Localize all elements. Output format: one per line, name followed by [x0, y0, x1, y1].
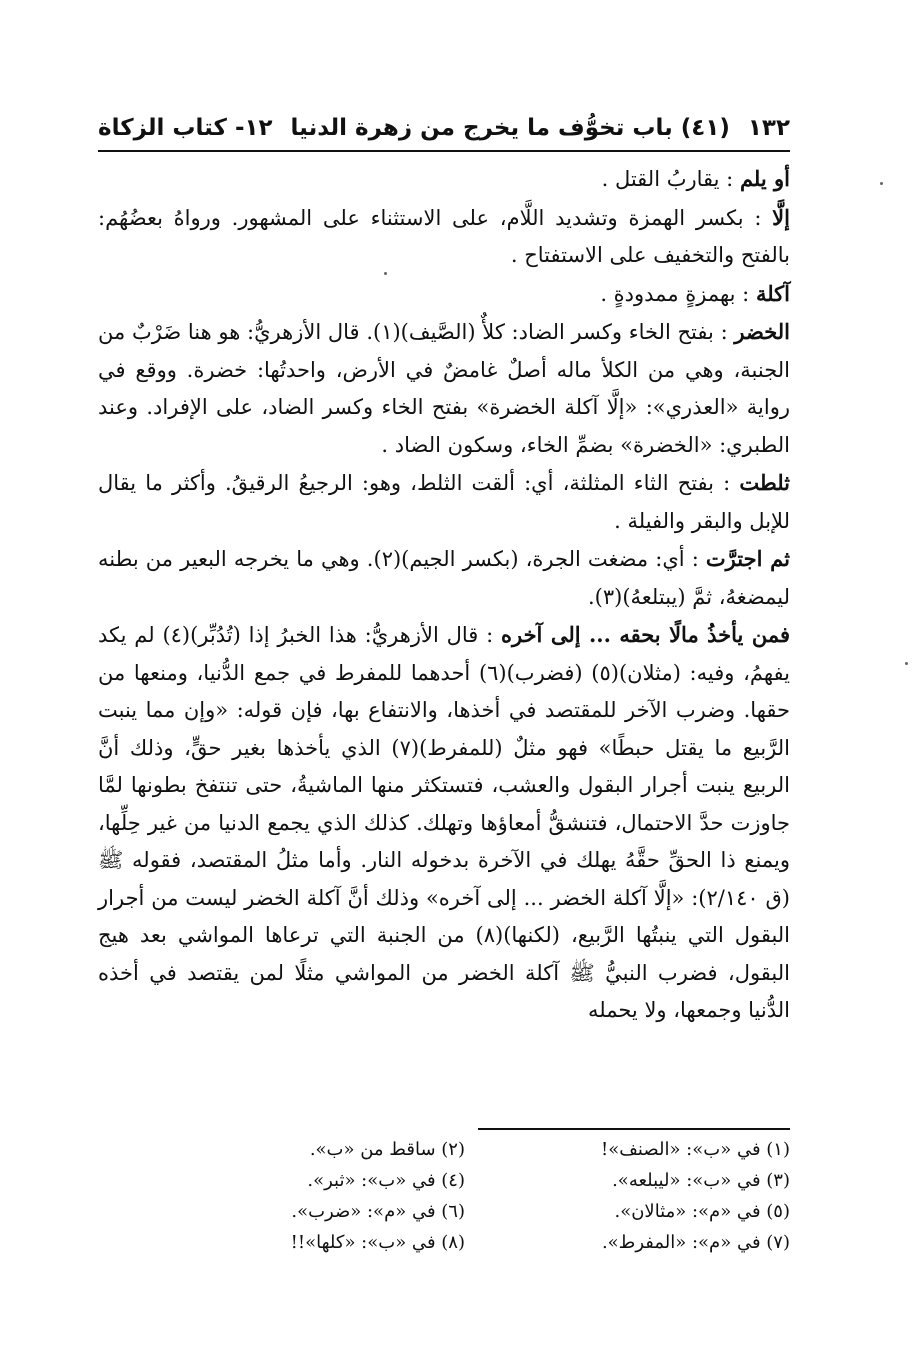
- entry-paragraph: [98, 275, 790, 314]
- running-header: [98, 108, 790, 148]
- footnote: (١) في «ب»: «الصنف»!: [601, 1139, 790, 1160]
- footnote: (٤) في «ب»: «ثبر».: [307, 1170, 465, 1191]
- entry-term: فمن يأخذُ مالًا بحقه ... إلى آخره: [500, 622, 790, 647]
- scan-speck: [384, 272, 387, 275]
- footnote: (٧) في «م»: «المفرط».: [601, 1232, 790, 1253]
- entry-text: : بهمزةٍ ممدودةٍ .: [600, 281, 750, 306]
- footnote: (٦) في «م»: «ضرب».: [291, 1201, 465, 1222]
- scan-speck: [880, 182, 883, 185]
- footnote-rule: [478, 1128, 790, 1130]
- commentary-text: [98, 160, 790, 1030]
- footnote: (٢) ساقط من «ب».: [309, 1139, 465, 1160]
- entry-text: : قال الأزهريُّ: هذا الخبرُ إذا (تُدُبِّر)(٤) لم يكد يفهمُ، وفيه: (مثلان)(٥) (فضرب)(٦) أحدهما للمفرط في جمع الدُّنيا، ومنعها من حقها. وضرب الآخر للمقتصد في أخذها، والانتفاع بها، فإن قوله: «وإن مما ينبت الرَّبيع ما يقتل حبطًا» فهو مثلٌ (للمفرط)(٧) الذي يأخذها بغير حقٍّ، وذلك أنَّ الربيع ينبت أجرار البقول والعشب، فتستكثر منها الماشيةُ، حتى تنتفخ بطونها لمَّا جاوزت حدَّ الاحتمال، فتنشقُّ أمعاؤها وتهلك. كذلك الذي يجمع الدنيا من غير حِلِّها، ويمنع ذا الحقِّ حقَّهُ يهلك في الآخرة بدخوله النار. وأما مثلُ المقتصد، فقوله ﷺ (ق ٢/١٤٠): «إلَّا آكلة الخضر ... إلى آخره» وذلك أنَّ آكلة الخضر ليست من أجرار البقول التي ينبتُها الرَّبيع، (لكنها)(٨) من الجنبة التي ترعاها المواشي بعد هيج البقول، فضرب النبيُّ ﷺ آكلة الخضر من المواشي مثلًا لمن يقتصد في أخذه الدُّنيا وجمعها، ولا يحمله: [98, 623, 791, 1022]
- entry-paragraph: [98, 464, 790, 540]
- header-rule: [98, 150, 790, 152]
- section-title: (٤١) باب تخوُّف ما يخرج من زهرة الدنيا: [290, 115, 730, 141]
- entry-text: : بفتح الثاء المثلثة، أي: ألقت الثلط، وهو: الرجيعُ الرقيقُ. وأكثر ما يقال للإبل والبقر والفيلة .: [98, 471, 790, 533]
- entry-term: ثلطت: [739, 470, 790, 495]
- entry-term: ثم اجترَّت: [705, 546, 790, 571]
- scan-speck: [905, 662, 908, 665]
- entry-paragraph: [98, 616, 790, 1030]
- entry-text: : أي: مضغت الجرة، (بكسر الجيم)(٢). وهي ما يخرجه البعير من بطنه ليمضغهُ، ثمَّ (يبتلعهُ)(٣).: [98, 547, 790, 609]
- entry-paragraph: [98, 160, 790, 199]
- entry-paragraph: [98, 540, 790, 616]
- entry-text: : بكسر الهمزة وتشديد اللَّام، على الاستثناء على المشهور. ورواهُ بعضُهُم: بالفتح والتخفيف على الاستفتاح .: [98, 205, 790, 267]
- chapter-title: ١٢- كتاب الزكاة: [98, 115, 273, 141]
- entry-text: : يقاربُ القتل .: [601, 167, 734, 191]
- entry-term: إلَّا: [772, 204, 790, 230]
- entry-paragraph: [98, 313, 790, 464]
- footnote: (٥) في «م»: «مثالان».: [614, 1201, 790, 1222]
- entry-term: آكلة: [755, 280, 790, 306]
- footnotes: [180, 1134, 790, 1258]
- entry-term: أو يلم: [739, 166, 790, 191]
- entry-text: : بفتح الخاء وكسر الضاد: كلأٌ (الصَّيف)(١). قال الأزهريُّ: هو هنا ضَرْبٌ من الجنبة، وهي من الكلأ ماله أصلٌ غامضٌ في الأرض، واحدتُها: خضرة. ووقع في رواية «العذري»: «إلَّا آكلة الخضرة» بفتح الخاء وكسر الضاد، على الإفراد. وعند الطبري: «الخضرة» بضمِّ الخاء، وسكون الضاد .: [98, 320, 790, 457]
- footnote: (٣) في «ب»: «ليبلعه».: [612, 1170, 790, 1191]
- page-number: ١٣٢: [747, 115, 790, 141]
- entry-term: الخضر: [734, 319, 790, 344]
- footnote: (٨) في «ب»: «كلها»!!: [290, 1232, 465, 1253]
- entry-paragraph: [98, 199, 790, 275]
